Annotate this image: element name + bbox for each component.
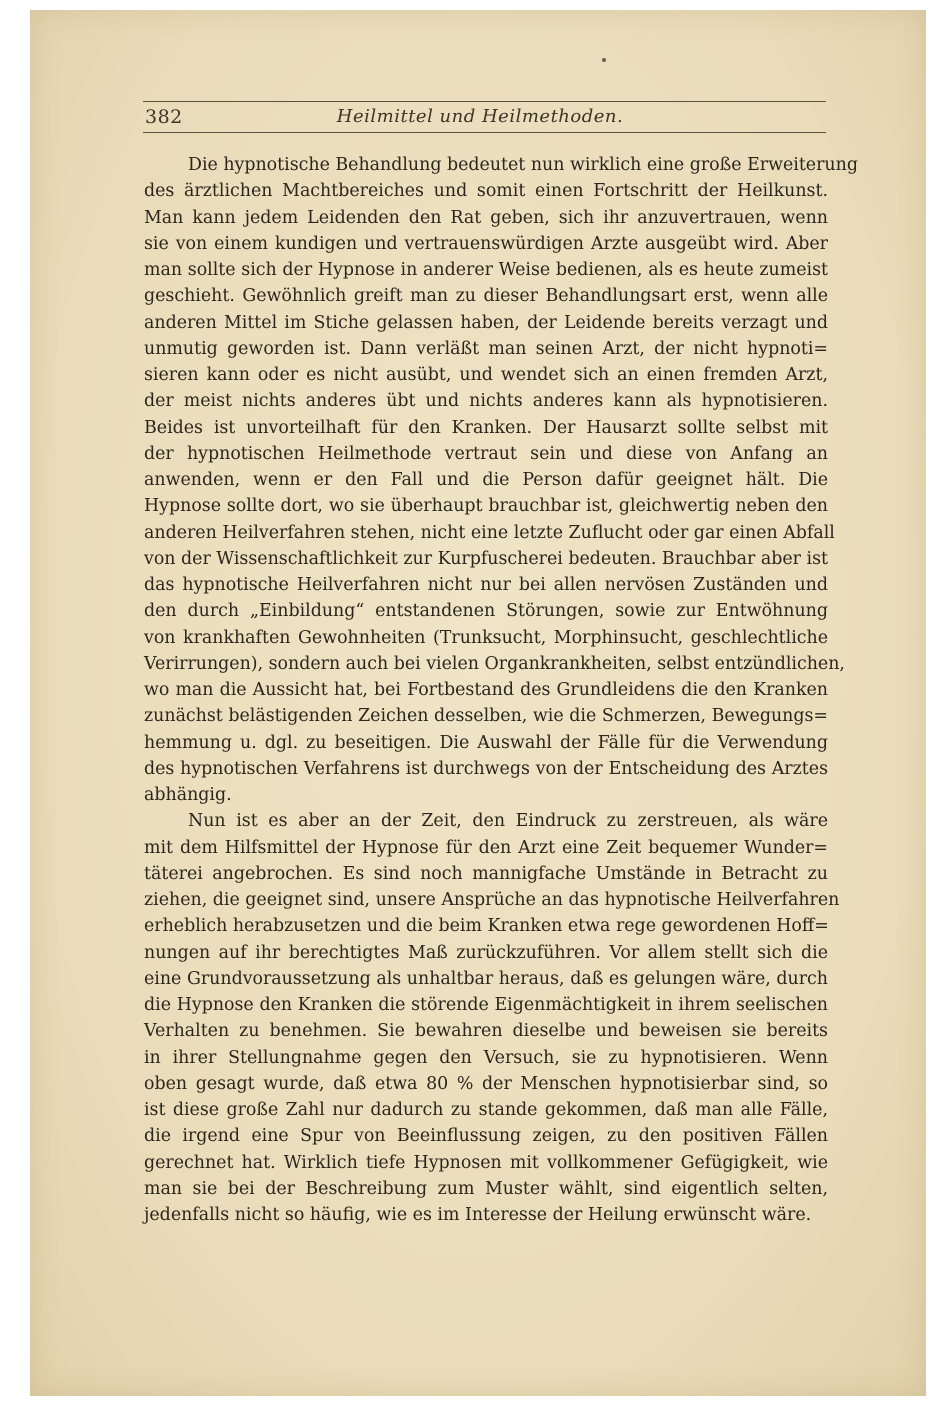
text-line: gerechnet hat. Wirklich tiefe Hypnosen mit vollkommener Gefügigkeit, wie bbox=[144, 1152, 828, 1173]
text-line: die irgend eine Spur von Beeinflussung zeigen, zu den positiven Fällen bbox=[144, 1126, 828, 1147]
text-line: oben gesagt wurde, daß etwa 80 % der Menschen hypnotisierbar sind, so bbox=[144, 1073, 828, 1094]
text-line: erheblich herabzusetzen und die beim Kranken etwa rege gewordenen Hoff= bbox=[144, 916, 829, 937]
text-line: Die hypnotische Behandlung bedeutet nun wirklich eine große Erweiterung bbox=[188, 155, 858, 175]
text-line: Beides ist unvorteilhaft für den Kranken. Der Hausarzt sollte selbst mit bbox=[144, 417, 828, 438]
running-head: Heilmittel und Heilmethoden. bbox=[336, 106, 624, 127]
text-line: wo man die Aussicht hat, bei Fortbestand des Grundleidens die den Kranken bbox=[144, 680, 828, 700]
text-line: in ihrer Stellungnahme gegen den Versuch, sie zu hypnotisieren. Wenn bbox=[144, 1047, 828, 1068]
text-line: Nun ist es aber an der Zeit, den Eindruck zu zerstreuen, als wäre bbox=[188, 811, 828, 832]
text-line: ist diese große Zahl nur dadurch zu stande gekommen, daß man alle Fälle, bbox=[144, 1100, 828, 1120]
text-line: von der Wissenschaftlichkeit zur Kurpfuscherei bedeuten. Brauchbar aber ist bbox=[144, 548, 828, 569]
text-line: anderen Mittel im Stiche gelassen haben, der Leidende bereits verzagt und bbox=[144, 312, 828, 333]
text-line: von krankhaften Gewohnheiten (Trunksucht, Morphinsucht, geschlechtliche bbox=[144, 627, 828, 648]
text-line: ziehen, die geeignet sind, unsere Ansprüche an das hypnotische Heilverfahren bbox=[144, 890, 840, 910]
text-line: jedenfalls nicht so häufig, wie es im Interesse der Heilung erwünscht wäre. bbox=[144, 1205, 812, 1225]
text-line: das hypnotische Heilverfahren nicht nur bei allen nervösen Zuständen und bbox=[144, 575, 828, 595]
text-line: des ärztlichen Machtbereiches und somit einen Fortschritt der Heilkunst. bbox=[144, 181, 828, 202]
text-line: sie von einem kundigen und vertrauenswürdigen Arzte ausgeübt wird. Aber bbox=[144, 233, 828, 254]
paragraph bbox=[144, 152, 858, 808]
ink-speck bbox=[602, 58, 606, 62]
text-line: mit dem Hilfsmittel der Hypnose für den Arzt eine Zeit bequemer Wunder= bbox=[144, 837, 828, 858]
text-line: Hypnose sollte dort, wo sie überhaupt brauchbar ist, gleichwertig neben den bbox=[144, 496, 828, 517]
text-line: nungen auf ihr berechtigtes Maß zurückzuführen. Vor allem stellt sich die bbox=[144, 942, 828, 963]
text-line: hemmung u. dgl. zu beseitigen. Die Auswahl der Fälle für die Verwendung bbox=[144, 732, 828, 753]
text-line: abhängig. bbox=[144, 785, 232, 805]
text-line: die Hypnose den Kranken die störende Eigenmächtigkeit in ihrem seelischen bbox=[144, 995, 828, 1015]
text-line: Verhalten zu benehmen. Sie bewahren dieselbe und beweisen sie bereits bbox=[144, 1021, 828, 1042]
body-text bbox=[144, 152, 858, 1228]
text-line: der meist nichts anderes übt und nichts anderes kann als hypnotisieren. bbox=[144, 391, 828, 412]
text-line: der hypnotischen Heilmethode vertraut sein und diese von Anfang an bbox=[144, 443, 828, 464]
text-line: des hypnotischen Verfahrens ist durchwegs von der Entscheidung des Arztes bbox=[144, 758, 828, 779]
header-bottom-rule bbox=[143, 132, 826, 133]
text-line: Man kann jedem Leidenden den Rat geben, sich ihr anzuvertrauen, wenn bbox=[144, 207, 828, 228]
paragraph bbox=[144, 808, 840, 1228]
text-line: eine Grundvoraussetzung als unhaltbar heraus, daß es gelungen wäre, durch bbox=[144, 968, 828, 989]
text-line: täterei angebrochen. Es sind noch mannigfache Umstände in Betracht zu bbox=[144, 863, 828, 884]
text-line: man sollte sich der Hypnose in anderer Weise bedienen, als es heute zumeist bbox=[144, 260, 828, 280]
text-line: den durch „Einbildung“ entstandenen Störungen, sowie zur Entwöhnung bbox=[144, 601, 828, 622]
header-top-rule bbox=[143, 101, 826, 102]
text-line: anwenden, wenn er den Fall und die Person dafür geeignet hält. Die bbox=[144, 470, 828, 490]
text-line: Verirrungen), sondern auch bei vielen Organkrankheiten, selbst entzündlichen, bbox=[144, 653, 845, 674]
page-number: 382 bbox=[145, 106, 183, 128]
text-line: sieren kann oder es nicht ausübt, und wendet sich an einen fremden Arzt, bbox=[144, 365, 828, 385]
text-line: anderen Heilverfahren stehen, nicht eine letzte Zuflucht oder gar einen Abfall bbox=[144, 522, 835, 543]
text-line: man sie bei der Beschreibung zum Muster wählt, sind eigentlich selten, bbox=[144, 1178, 828, 1199]
text-line: zunächst belästigenden Zeichen desselben, wie die Schmerzen, Bewegungs= bbox=[144, 706, 828, 727]
text-line: geschieht. Gewöhnlich greift man zu dieser Behandlungsart erst, wenn alle bbox=[144, 286, 828, 307]
text-line: unmutig geworden ist. Dann verläßt man seinen Arzt, der nicht hypnoti= bbox=[144, 338, 828, 359]
